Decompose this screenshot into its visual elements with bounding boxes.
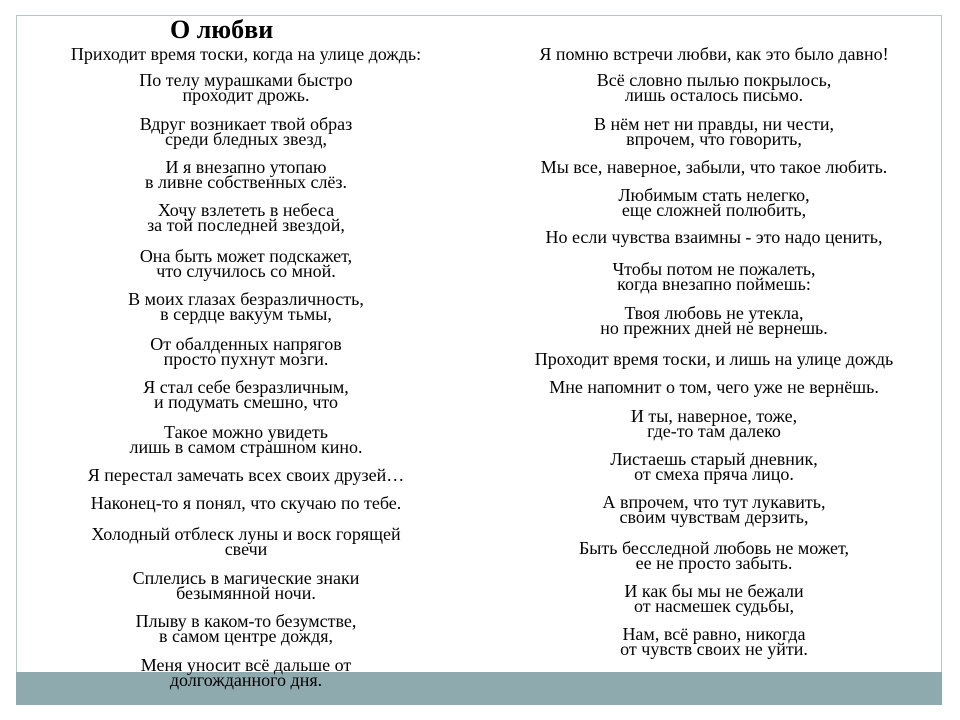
left-stanza	[10, 114, 482, 149]
right-stanza	[478, 114, 950, 149]
poem-line: когда внезапно поймешь:	[617, 274, 811, 294]
poem-line: Она быть может подскажет,	[139, 246, 353, 266]
right-stanza	[478, 227, 950, 247]
right-stanza	[478, 492, 950, 527]
poem-line: но прежних дней не вернешь.	[600, 318, 828, 338]
left-stanza	[10, 655, 482, 690]
poem-line: в сердце вакуум тьмы,	[160, 304, 332, 324]
poem-line: Я стал себе безразличным,	[143, 377, 349, 397]
poem-line: Любимым стать нелегко,	[618, 185, 810, 205]
poem-line: за той последней звездой,	[147, 215, 345, 235]
poem-line: где-то там далеко	[647, 421, 781, 441]
poem-line: И я внезапно утопаю	[165, 157, 327, 177]
poem-line: Мне напомнит о том, чего уже не вернёшь.	[549, 377, 879, 397]
right-stanza	[478, 624, 950, 659]
right-stanza	[478, 406, 950, 441]
left-stanza	[10, 568, 482, 603]
right-first-line: Я помню встречи любви, как это было давно!	[539, 44, 889, 64]
poem-line: проходит дрожь.	[182, 85, 310, 105]
poem-line: безымянной ночи.	[176, 583, 316, 603]
poem-line: от смеха пряча лицо.	[634, 464, 794, 484]
poem-line: еще сложней полюбить,	[621, 200, 807, 220]
right-stanza	[478, 349, 950, 369]
right-stanza	[478, 449, 950, 484]
left-stanza	[10, 246, 482, 281]
poem-line: своим чувствам дерзить,	[619, 507, 809, 527]
poem-line: Наконец-то я понял, что скучаю по тебе.	[90, 493, 402, 513]
left-stanza	[10, 200, 482, 235]
right-stanza	[478, 259, 950, 294]
poem-line: Мы все, наверное, забыли, что такое любить.	[540, 157, 888, 177]
poem-line: И ты, наверное, тоже,	[630, 406, 798, 426]
poem-line: В моих глазах безразличность,	[128, 289, 364, 309]
poem-line: Такое можно увидеть	[164, 422, 328, 442]
poem-line: Листаешь старый дневник,	[610, 449, 818, 469]
poem-line: Нам, всё равно, никогда	[622, 624, 806, 644]
poem-line: И как бы мы не бежали	[624, 581, 804, 601]
left-stanza	[10, 289, 482, 324]
poem-line: Сплелись в магические знаки	[132, 568, 360, 588]
poem-line: Проходит время тоски, и лишь на улице дождь	[534, 349, 894, 369]
poem-line: Я перестал замечать всех своих друзей…	[87, 465, 405, 485]
poem-title: О любви	[170, 15, 274, 44]
left-stanza	[10, 422, 482, 457]
poem-line: что случилось со мной.	[156, 261, 336, 281]
poem-line: А впрочем, что тут лукавить,	[602, 492, 826, 512]
poem-line: Твоя любовь не утекла,	[624, 303, 804, 323]
poem-line: Быть бесследной любовь не может,	[578, 538, 850, 558]
poem-line: от чувств своих не уйти.	[620, 639, 808, 659]
left-stanza	[10, 493, 482, 513]
left-stanza	[10, 334, 482, 369]
poem-line: ее не просто забыть.	[635, 553, 793, 573]
poem-line: в самом центре дождя,	[158, 626, 334, 646]
poem-line: лишь осталось письмо.	[624, 85, 804, 105]
poem-line: В нём нет ни правды, ни чести,	[594, 114, 834, 134]
right-stanza	[478, 377, 950, 397]
right-stanza	[478, 538, 950, 573]
poem-line: Чтобы потом не пожалеть,	[612, 259, 816, 279]
poem-line: По телу мурашками быстро	[139, 70, 353, 90]
poem-line: От обалденных напрягов	[150, 334, 342, 354]
poem-line: среди бледных звезд,	[164, 129, 328, 149]
poem-line: Холодный отблеск луны и воск горящей	[91, 524, 401, 544]
right-stanza	[478, 303, 950, 338]
poem-line: Хочу взлететь в небеса	[157, 200, 335, 220]
poem-line: просто пухнут мозги.	[163, 349, 329, 369]
poem-line: Но если чувства взаимны - это надо ценить,	[545, 227, 883, 247]
poem-line: в ливне собственных слёз.	[144, 172, 348, 192]
poem-line: и подумать смешно, что	[153, 392, 339, 412]
right-stanza	[478, 185, 950, 220]
poem-line: свечи	[224, 539, 268, 559]
right-stanza	[478, 70, 950, 105]
left-stanza	[10, 157, 482, 192]
poem-line: долгожданного дня.	[169, 670, 323, 690]
poem-line: от насмешек судьбы,	[634, 596, 794, 616]
left-stanza	[10, 465, 482, 485]
right-stanza	[478, 157, 950, 177]
poem-line: лишь в самом страшном кино.	[129, 437, 363, 457]
left-stanza	[10, 524, 482, 559]
poem-line: Меня уносит всё дальше от	[140, 655, 352, 675]
left-stanza	[10, 70, 482, 105]
right-stanza	[478, 581, 950, 616]
left-first-line: Приходит время тоски, когда на улице дождь:	[70, 44, 422, 64]
poem-line: Плыву в каком-то безумстве,	[135, 611, 357, 631]
poem-line: Вдруг возникает твой образ	[139, 114, 353, 134]
left-stanza	[10, 377, 482, 412]
poem-line: впрочем, что говорить,	[626, 129, 802, 149]
poem-line: Всё словно пылью покрылось,	[596, 70, 832, 90]
left-stanza	[10, 611, 482, 646]
